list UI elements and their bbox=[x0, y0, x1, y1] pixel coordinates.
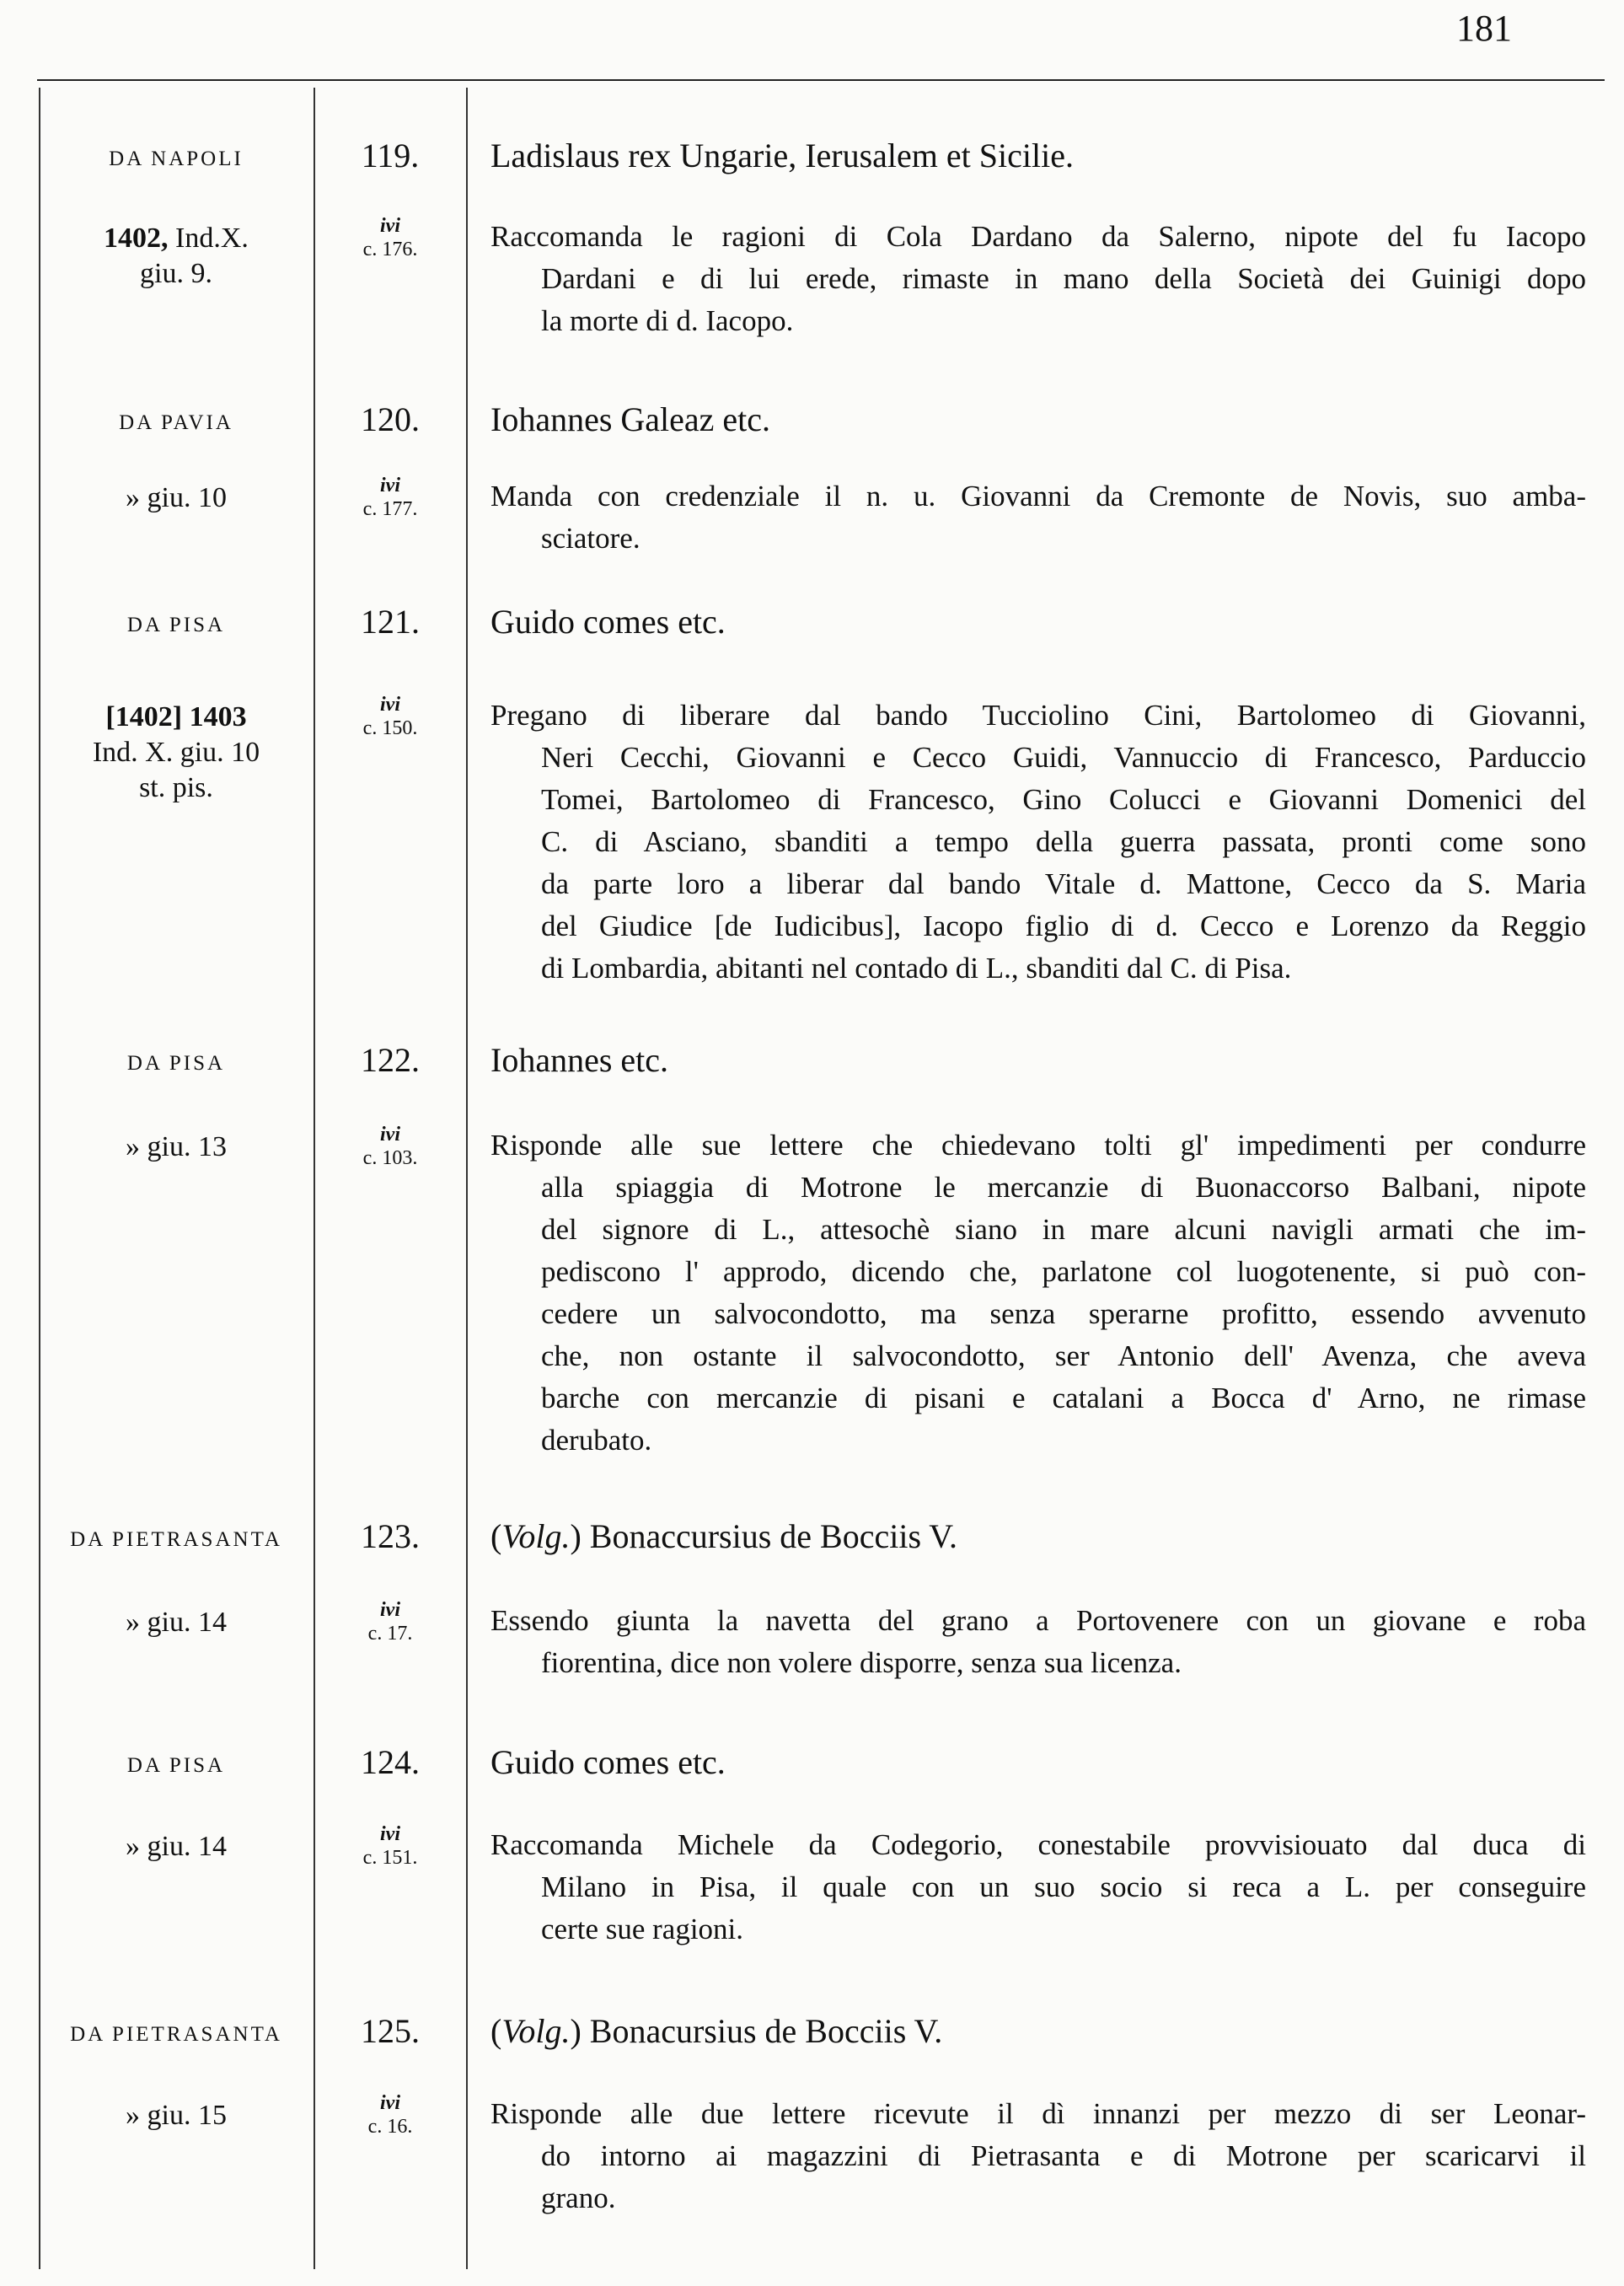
letter-summary bbox=[490, 1600, 1586, 1684]
summary-line: certe sue ragioni. bbox=[541, 1913, 744, 1945]
letter-summary bbox=[490, 475, 1586, 560]
sender-place: DA NAPOLI bbox=[109, 148, 244, 170]
letter-summary bbox=[490, 1824, 1586, 1951]
letter-sender: (Volg.) Bonaccursius de Bocciis V. bbox=[490, 1517, 958, 1555]
page-number: 181 bbox=[1456, 8, 1512, 49]
letter-summary bbox=[490, 216, 1586, 342]
summary-line: Milano in Pisa, il quale con un suo socio si reca a L. per conseguire bbox=[541, 1870, 1586, 1903]
summary-line: fiorentina, dice non volere disporre, senza sua licenza. bbox=[541, 1646, 1182, 1679]
summary-line: la morte di d. Iacopo. bbox=[541, 304, 794, 337]
summary-line: C. di Asciano, sbanditi a tempo della guerra passata, pronti come sono bbox=[541, 825, 1586, 858]
archive-reference bbox=[315, 214, 465, 261]
letter-number: 125. bbox=[361, 2012, 420, 2050]
sender-name: Bonaccursius de Bocciis V. bbox=[589, 1517, 958, 1555]
date-year: [1402] 1403 bbox=[105, 701, 247, 732]
summary-line: Pregano di liberare dal bando Tucciolino Cini, Bartolomeo di Giovanni, bbox=[490, 699, 1586, 732]
date-line bbox=[40, 1130, 312, 1165]
sender-name: Bonacursius de Bocciis V. bbox=[589, 2012, 943, 2050]
summary-line: pediscono l' approdo, dicendo che, parlatone col luogotenente, si può con- bbox=[541, 1255, 1586, 1288]
archive-reference bbox=[315, 1123, 465, 1170]
summary-line: che, non ostante il salvocondotto, ser Antonio dell' Avenza, che aveva bbox=[541, 1339, 1586, 1372]
ref-ivi: ivi bbox=[380, 2092, 400, 2114]
ref-carta: c. 103. bbox=[362, 1147, 418, 1169]
date-line bbox=[40, 770, 312, 806]
letter-sender bbox=[490, 400, 770, 439]
letter-date bbox=[40, 1605, 312, 1640]
archive-reference bbox=[315, 1598, 465, 1645]
letter-number: 122. bbox=[361, 1041, 420, 1079]
column-divider-right bbox=[466, 88, 468, 2269]
volgare-mark: Volg. bbox=[501, 2012, 571, 2050]
sender-name: Guido comes etc. bbox=[490, 1743, 726, 1781]
letter-sender bbox=[490, 1040, 668, 1080]
summary-line: grano. bbox=[541, 2181, 616, 2214]
date-text: » giu. 14 bbox=[126, 1607, 227, 1638]
letter-summary bbox=[490, 2093, 1586, 2219]
letter-number: 119. bbox=[361, 137, 420, 174]
sender-place: DA PISA bbox=[126, 614, 226, 636]
letter-date bbox=[40, 1829, 312, 1865]
sender-name: Guido comes etc. bbox=[490, 603, 726, 641]
letter-sender bbox=[490, 1742, 726, 1782]
summary-line: Manda con credenziale il n. u. Giovanni da Cremonte de Novis, suo amba- bbox=[490, 480, 1586, 512]
letter-summary bbox=[490, 695, 1586, 990]
letter-number: 120. bbox=[361, 400, 420, 438]
summary-line: Raccomanda Michele da Codegorio, conestabile provvisiouato dal duca di bbox=[490, 1828, 1586, 1861]
date-line bbox=[40, 480, 312, 516]
summary-line: do intorno ai magazzini di Pietrasanta e di Motrone per scaricarvi il bbox=[541, 2139, 1586, 2172]
date-line bbox=[40, 256, 312, 292]
date-text: » giu. 15 bbox=[126, 2100, 227, 2131]
summary-line: barche con mercanzie di pisani e catalani a Bocca d' Arno, ne rimase bbox=[541, 1382, 1586, 1414]
summary-line: da parte loro a liberar dal bando Vitale d. Mattone, Cecco da S. Maria bbox=[541, 867, 1586, 900]
date-line bbox=[40, 221, 312, 256]
date-line bbox=[40, 700, 312, 735]
date-line bbox=[40, 1829, 312, 1865]
summary-line: derubato. bbox=[541, 1424, 652, 1457]
summary-line: sciatore. bbox=[541, 522, 640, 555]
summary-line: Risponde alle due lettere ricevute il dì innanzi per mezzo di ser Leonar- bbox=[490, 2097, 1586, 2130]
letter-number: 124. bbox=[361, 1743, 420, 1781]
letter-date bbox=[40, 2098, 312, 2133]
ref-ivi: ivi bbox=[380, 694, 400, 716]
ref-carta: c. 151. bbox=[362, 1847, 418, 1869]
ref-ivi: ivi bbox=[380, 1124, 400, 1146]
sender-place: DA PISA bbox=[126, 1754, 226, 1777]
summary-line: Dardani e di lui erede, rimaste in mano della Società dei Guinigi dopo bbox=[541, 262, 1586, 295]
archive-reference bbox=[315, 1822, 465, 1870]
date-text: » giu. 10 bbox=[126, 482, 227, 513]
letter-date bbox=[40, 480, 312, 516]
sender-name: Iohannes Galeaz etc. bbox=[490, 400, 771, 438]
summary-line: Risponde alle sue lettere che chiedevano tolti gl' impedimenti per condurre bbox=[490, 1129, 1586, 1162]
archive-reference bbox=[315, 474, 465, 521]
ref-carta: c. 176. bbox=[362, 239, 418, 260]
letter-number: 121. bbox=[361, 603, 420, 641]
date-text: st. pis. bbox=[139, 772, 213, 803]
ref-ivi: ivi bbox=[380, 1823, 400, 1845]
summary-line: cedere un salvocondotto, ma senza sperarne profitto, essendo avvenuto bbox=[541, 1297, 1586, 1330]
sender-place: DA PISA bbox=[126, 1052, 226, 1075]
ref-ivi: ivi bbox=[380, 215, 400, 237]
ref-ivi: ivi bbox=[380, 475, 400, 496]
sender-name: Ladislaus rex Ungarie, Ierusalem et Sicilie. bbox=[490, 137, 1074, 174]
letter-date bbox=[40, 700, 312, 806]
summary-line: Raccomanda le ragioni di Cola Dardano da Salerno, nipote del fu Iacopo bbox=[490, 220, 1586, 253]
letter-date bbox=[40, 1130, 312, 1165]
date-text: » giu. 14 bbox=[126, 1831, 227, 1862]
letter-summary bbox=[490, 1124, 1586, 1462]
summary-line: del signore di L., attesochè siano in mare alcuni navigli armati che im- bbox=[541, 1213, 1586, 1246]
ref-carta: c. 150. bbox=[362, 717, 418, 739]
summary-line: Essendo giunta la navetta del grano a Portovenere con un giovane e roba bbox=[490, 1604, 1586, 1637]
date-line bbox=[40, 1605, 312, 1640]
ref-carta: c. 16. bbox=[367, 2116, 413, 2138]
archive-reference bbox=[315, 2091, 465, 2138]
archive-reference bbox=[315, 693, 465, 740]
sender-place: DA PIETRASANTA bbox=[70, 1528, 282, 1551]
summary-line: alla spiaggia di Motrone le mercanzie di Buonaccorso Balbani, nipote bbox=[541, 1171, 1586, 1204]
letter-number: 123. bbox=[361, 1517, 420, 1555]
date-text: Ind. X. giu. 10 bbox=[92, 737, 260, 768]
letter-date bbox=[40, 221, 312, 292]
letter-sender bbox=[490, 136, 1074, 175]
header-rule bbox=[37, 79, 1605, 81]
date-text: Ind.X. bbox=[175, 223, 249, 254]
summary-line: di Lombardia, abitanti nel contado di L., sbanditi dal C. di Pisa. bbox=[541, 952, 1292, 985]
ref-carta: c. 177. bbox=[362, 498, 418, 520]
summary-line: Tomei, Bartolomeo di Francesco, Gino Colucci e Giovanni Domenici del bbox=[541, 783, 1586, 816]
sender-place: DA PAVIA bbox=[119, 411, 233, 434]
date-year: 1402, bbox=[104, 223, 169, 254]
ref-carta: c. 17. bbox=[367, 1623, 413, 1645]
ref-ivi: ivi bbox=[380, 1599, 400, 1621]
sender-name: Iohannes etc. bbox=[490, 1041, 669, 1079]
volgare-mark: Volg. bbox=[501, 1517, 571, 1555]
summary-line: del Giudice [de Iudicibus], Iacopo figlio di d. Cecco e Lorenzo da Reggio bbox=[541, 910, 1586, 942]
date-text: giu. 9. bbox=[140, 258, 212, 289]
letter-sender: (Volg.) Bonacursius de Bocciis V. bbox=[490, 2012, 943, 2050]
date-text: » giu. 13 bbox=[126, 1131, 227, 1162]
sender-place: DA PIETRASANTA bbox=[70, 2023, 282, 2046]
date-line bbox=[40, 2098, 312, 2133]
date-line bbox=[40, 735, 312, 770]
letter-sender bbox=[490, 602, 726, 641]
summary-line: Neri Cecchi, Giovanni e Cecco Guidi, Vannuccio di Francesco, Parduccio bbox=[541, 741, 1586, 774]
